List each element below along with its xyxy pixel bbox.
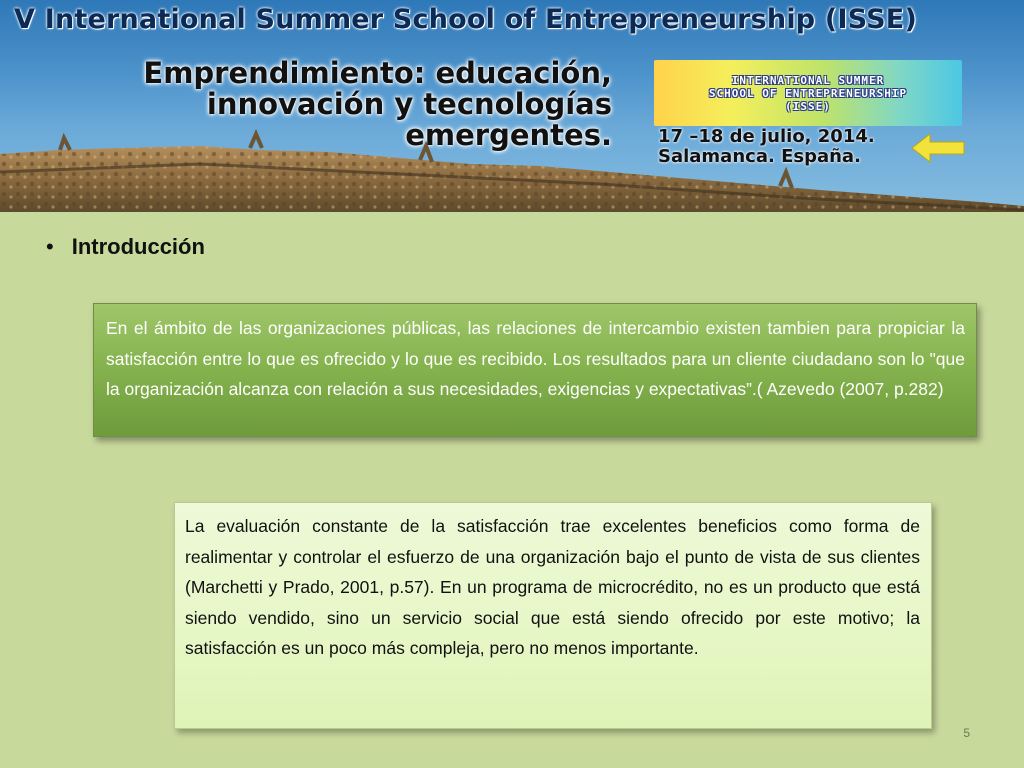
event-location-line: Salamanca. España. (658, 146, 861, 167)
quote-box-marchetti-text: La evaluación constante de la satisfacción trae excelentes beneficios como forma de realimentar y controlar el esfuerzo de una organización bajo el punto de vista de sus clientes (Marchetti y Prado, 2001, p.57). En un programa de microcrédito, no es un producto que está siendo vendido, sino un servicio social que está siendo ofrecido por este motivo; la satisfacción es un poco más compleja, pero no menos importante. (185, 516, 920, 659)
section-heading-text: Introducción (71, 234, 205, 259)
banner-subtitle-line: Emprendimiento: educación, (143, 56, 612, 90)
event-date-line: 17 –18 de julio, 2014. (658, 126, 875, 147)
isse-logo-line: SCHOOL OF ENTREPRENEURSHIP (708, 86, 908, 100)
isse-logo-line: (ISSE) (785, 99, 831, 113)
banner-subtitle-line: innovación y tecnologías (206, 87, 612, 121)
quote-box-azevedo-text: En el ámbito de las organizaciones públicas, las relaciones de intercambio existen tambien para propiciar la satisfacción entre lo que es ofrecido y lo que es recibido. Los resultados para un cliente ciudadano son lo "que la organización alcanza con relación a sus necesidades, exigencias y expectativas”.( Azevedo (2007, p.282) (106, 318, 965, 399)
page-number: 5 (963, 726, 970, 740)
quote-box-azevedo (93, 303, 977, 437)
building-facade-image (0, 120, 1024, 212)
banner-title: V International Summer School of Entrepreneurship (ISSE) (14, 4, 917, 35)
banner-subtitle-line: emergentes. (405, 118, 612, 152)
isse-logo (654, 60, 962, 126)
bullet-marker: • (46, 234, 54, 259)
header-banner (0, 0, 1024, 212)
isse-logo-line: INTERNATIONAL SUMMER (731, 73, 885, 87)
quote-box-marchetti (174, 502, 932, 729)
section-heading (46, 234, 205, 260)
